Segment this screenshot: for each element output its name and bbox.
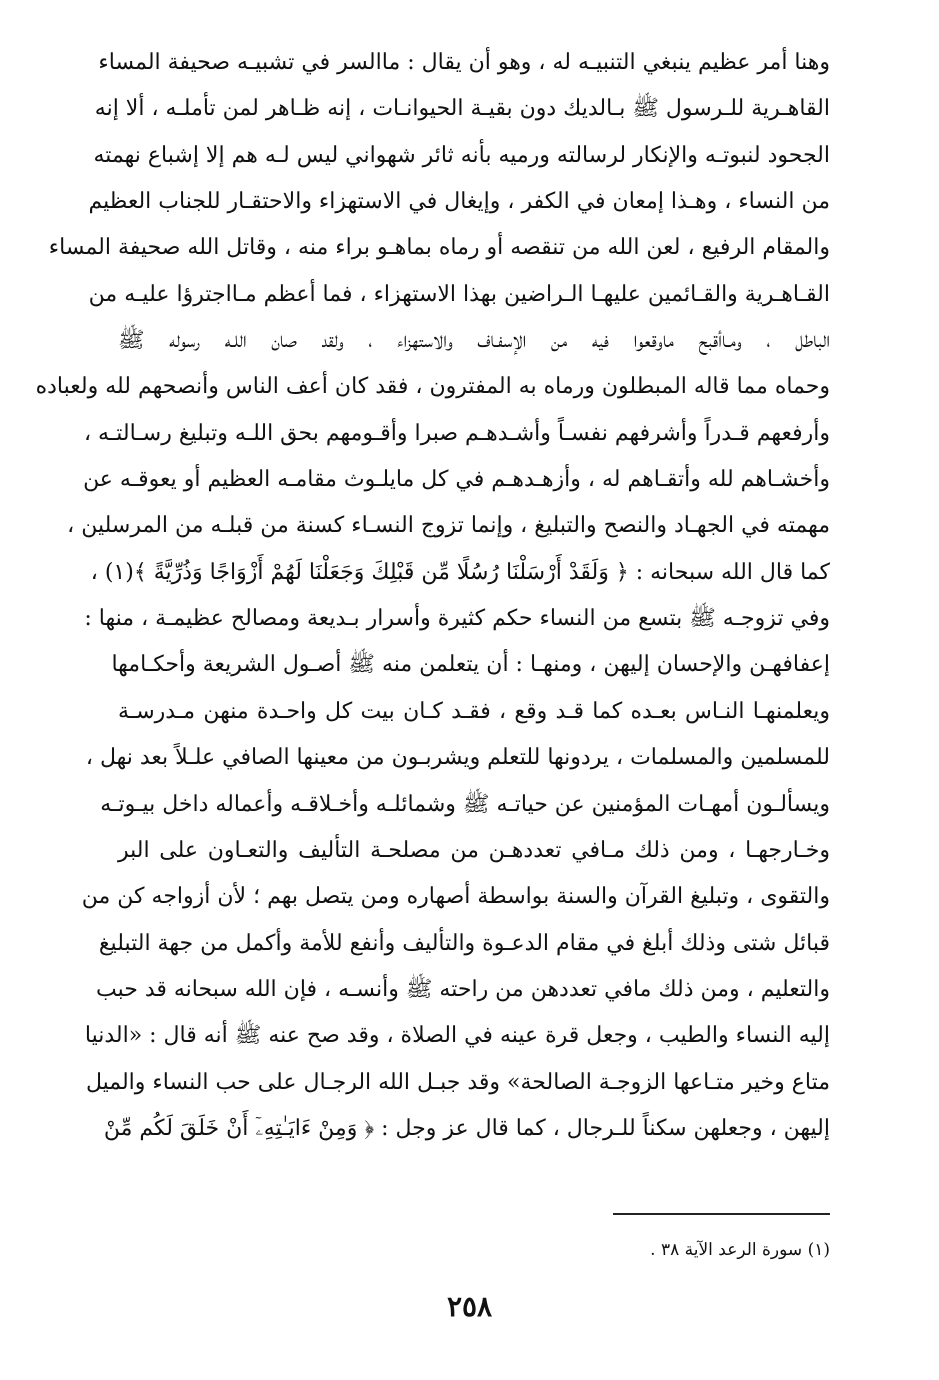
text-line: إليه النساء والطيب ، وجعل قرة عينه في الصلاة ، وقد صح عنه ﷺ أنه قال : «الدنيا [84,1023,830,1049]
text-line: متاع وخير متـاعها الزوجـة الصالحة» وقد جبـل الله الرجـال على حب النساء والميل [85,1069,830,1095]
footnote: (١) سورة الرعد الآية ٣٨ . [650,1240,830,1260]
text-line: وحماه مما قاله المبطلون ورماه به المفترون ، فقد كان أعف الناس وأنصحهم لله ولعباده [35,374,830,400]
text-line: مهمته في الجهـاد والنصح والتبليغ ، وإنما تزوج النسـاء كسنة من قبلـه من المرسلين ، [67,513,830,539]
page-number: ٢٥٨ [446,1290,493,1323]
text-line: إعفافهـن والإحسان إليهن ، ومنهـا : أن يتعلمن منه ﷺ أصـول الشريعة وأحكـامها [111,652,830,678]
text-line: وأخشـاهم لله وأتقـاهم له ، وأزهـدهـم في كل مايلـوث مقامـه العظيم أو يعوقـه عن [83,467,830,493]
text-line: والمقام الرفيع ، لعن الله من تنقصه أو رماه بماهـو براء منه ، وقاتل الله صحيفة المساء [48,235,830,261]
text-line: كما قال الله سبحانه : ﴿ وَلَقَدْ أَرْسَلْنَا رُسُلًا مِّن قَبْلِكَ وَجَعَلْنَا لَهُمْ أَزْوَاجًا وَذُرِّيَّةً ﴾(١) ، [90,559,830,585]
text-line: القاهـرية للـرسول ﷺ بـالديك دون بقيـة الحيوانـات ، إنه ظـاهر لمن تأملـه ، ألا إنه [94,96,830,122]
text-line: وهنا أمر عظيم ينبغي التنبيـه له ، وهو أن يقال : ماالسر في تشبيـه صحيفة المساء [98,50,830,75]
text-line: قبائل شتى وذلك أبلغ في مقام الدعـوة والتأليف وأنفع للأمة وأكمل من جهة التبليغ [98,930,830,956]
text-line: القـاهـرية والقـائمين عليهـا الـراضين بهذا الاستهزاء ، فما أعظم مـااجترؤا عليـه من [88,281,830,307]
footnote-divider [613,1213,830,1215]
text-line: ويسألـون أمهـات المؤمنين عن حياتـه ﷺ وشمائلـه وأخـلاقـه وأعماله داخل بيـوتـه [100,791,830,817]
text-line: الجحود لنبوتـه والإنكار لرسالته ورميه بأنه ثائر شهواني ليس لـه هم إلا إشباع نهمته [93,142,830,168]
text-line: وخـارجهـا ، ومن ذلك مـافي تعددهـن من مصلحـة التأليف والتعـاون على البر [118,837,830,863]
body-text [35,40,830,1152]
text-line: وفي تزوجـه ﷺ بتسع من النساء حكم كثيرة وأسرار بـديعة ومصالح عظيمـة ، منها : [84,606,830,632]
text-line: والتعليم ، ومن ذلك مافي تعددهن من راحته ﷺ وأنسـه ، فإن الله سبحانه قد حبب [96,976,830,1002]
text-line: ويعلمنهـا النـاس بعـده كما قـد وقع ، فقـد كـان بيت كل واحـدة منهن مـدرسـة [118,698,830,724]
text-line: الباطل ، ومـاأقبح ماوقعوا فيه من الإسفـاف والاستهزاء ، ولقد صان اللـه رسوله ﷺ [118,328,830,354]
text-line: إليهن ، وجعلهن سكناً للـرجال ، كما قال عز وجل : ﴿ وَمِنْ ءَايَـٰتِهِۦٓ أَنْ خَلَقَ لَكُم مِّنْ [103,1115,830,1141]
text-line: للمسلمين والمسلمات ، يردونها للتعلم ويشربـون من معينها الصافي علـلاً بعد نهل ، [85,745,830,771]
text-line: والتقوى ، وتبليغ القرآن والسنة بواسطة أصهاره ومن يتصل بهم ؛ لأن أزواجه كن من [81,884,830,910]
text-line: من النساء ، وهـذا إمعان في الكفر ، وإيغال في الاستهزاء والاحتقـار للجناب العظيم [88,189,830,215]
text-line: وأرفعهم قـدراً وأشرفهم نفسـاً وأشـدهـم صبرا وأقـومهم بحق اللـه وتبليغ رسـالتـه ، [83,420,830,446]
